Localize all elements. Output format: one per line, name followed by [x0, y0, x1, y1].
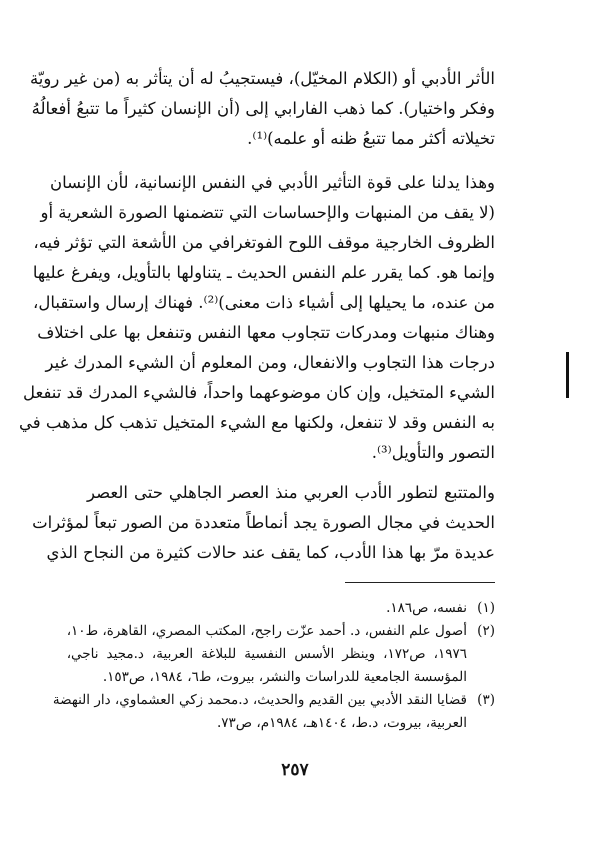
text-line: وفكر واختيار). كما ذهب الفارابي إلى (أن الإنسان كثيراً ما تتبعُ أفعالُهُ — [31, 99, 495, 118]
footnote-number: (٣) — [477, 692, 495, 708]
footnote-3 — [52, 689, 495, 735]
text-line: (لا يقف من المنبهات والإحساسات التي تتضمنها الصورة الشعرية أو — [40, 203, 495, 222]
footnote-line: قضايا النقد الأدبي بين القديم والحديث، د.محمد زكي العشماوي، دار النهضة — [52, 692, 467, 708]
footnote-text — [67, 620, 467, 689]
text-line: الأثر الأدبي أو (الكلام المخيّل)، فيستجيبُ له أن يتأثر به (من غير رويّة — [29, 69, 495, 88]
footnote-number: (١) — [477, 600, 495, 616]
text-line: الحديث في مجال الصورة يجد أنماطاً متعددة من الصور تبعاً لمؤثرات — [32, 513, 495, 532]
footnote-line: نفسه، ص١٨٦. — [386, 600, 467, 616]
footnote-line: العربية، بيروت، د.ط، ١٤٠٤هـ، ١٩٨٤م، ص٧٣. — [216, 715, 467, 731]
footnote-1 — [87, 597, 495, 620]
footnote-2 — [66, 620, 495, 689]
text-line: درجات هذا التجاوب والانفعال، ومن المعلوم أن الشيء المدرك غير — [45, 353, 495, 372]
footnote-separator — [345, 582, 495, 583]
paragraph-1 — [29, 64, 495, 154]
text-line: والمتتبع لتطور الأدب العربي منذ العصر الجاهلي حتى العصر — [87, 483, 495, 502]
text-line: به النفس وقد لا تنفعل، ولكنها مع الشيء المتخيل تذهب كل مذهب في — [19, 413, 495, 432]
page-number: ٢٥٧ — [281, 760, 309, 780]
footnote-line: ١٩٧٦، ص١٧٢، وينظر الأسس النفسية للبلاغة العربية، د.مجيد ناجي، — [66, 646, 467, 662]
footnotes — [52, 597, 495, 735]
paragraph-2 — [19, 168, 495, 468]
text-line: التصور والتأويل⁽³⁾. — [371, 443, 495, 462]
text-line: وهذا يدلنا على قوة التأثير الأدبي في النفس الإنسانية، لأن الإنسان — [50, 173, 495, 192]
margin-mark — [566, 352, 569, 398]
paragraph-3 — [32, 478, 495, 568]
footnote-line: المؤسسة الجامعية للدراسات والنشر، بيروت، ط٦، ١٩٨٤، ص١٥٣. — [102, 669, 467, 685]
footnote-text — [53, 689, 467, 735]
text-line: عديدة مرّ بها هذا الأدب، كما يقف عند حالات كثيرة من النجاح الذي — [46, 543, 495, 562]
footnote-text — [87, 597, 467, 620]
text-line: من عنده، ما يحيلها إلى أشياء ذات معنى)⁽²⁾. فهناك إرسال واستقبال، — [33, 293, 495, 312]
text-line: وإنما هو. كما يقرر علم النفس الحديث ـ يتناولها بالتأويل، ويفرغ عليها — [32, 263, 495, 282]
text-line: وهناك منبهات ومدركات تتجاوب معها النفس وتنفعل بها على اختلاف — [37, 323, 495, 342]
text-line: الشيء المتخيل، وإن كان موضوعهما واحداً، فالشيء المدرك قد تنفعل — [22, 383, 495, 402]
text-line: تخيلاته أكثر مما تتبعُ ظنه أو علمه)⁽¹⁾. — [247, 129, 495, 148]
text-line: الظروف الخارجية موقف اللوح الفوتغرافي من الأشعة التي تؤثر فيه، — [33, 233, 495, 252]
footnote-number: (٢) — [477, 623, 495, 639]
footnote-line: أصول علم النفس، د. أحمد عزّت راجح، المكتب المصري، القاهرة، ط١٠، — [66, 623, 467, 639]
